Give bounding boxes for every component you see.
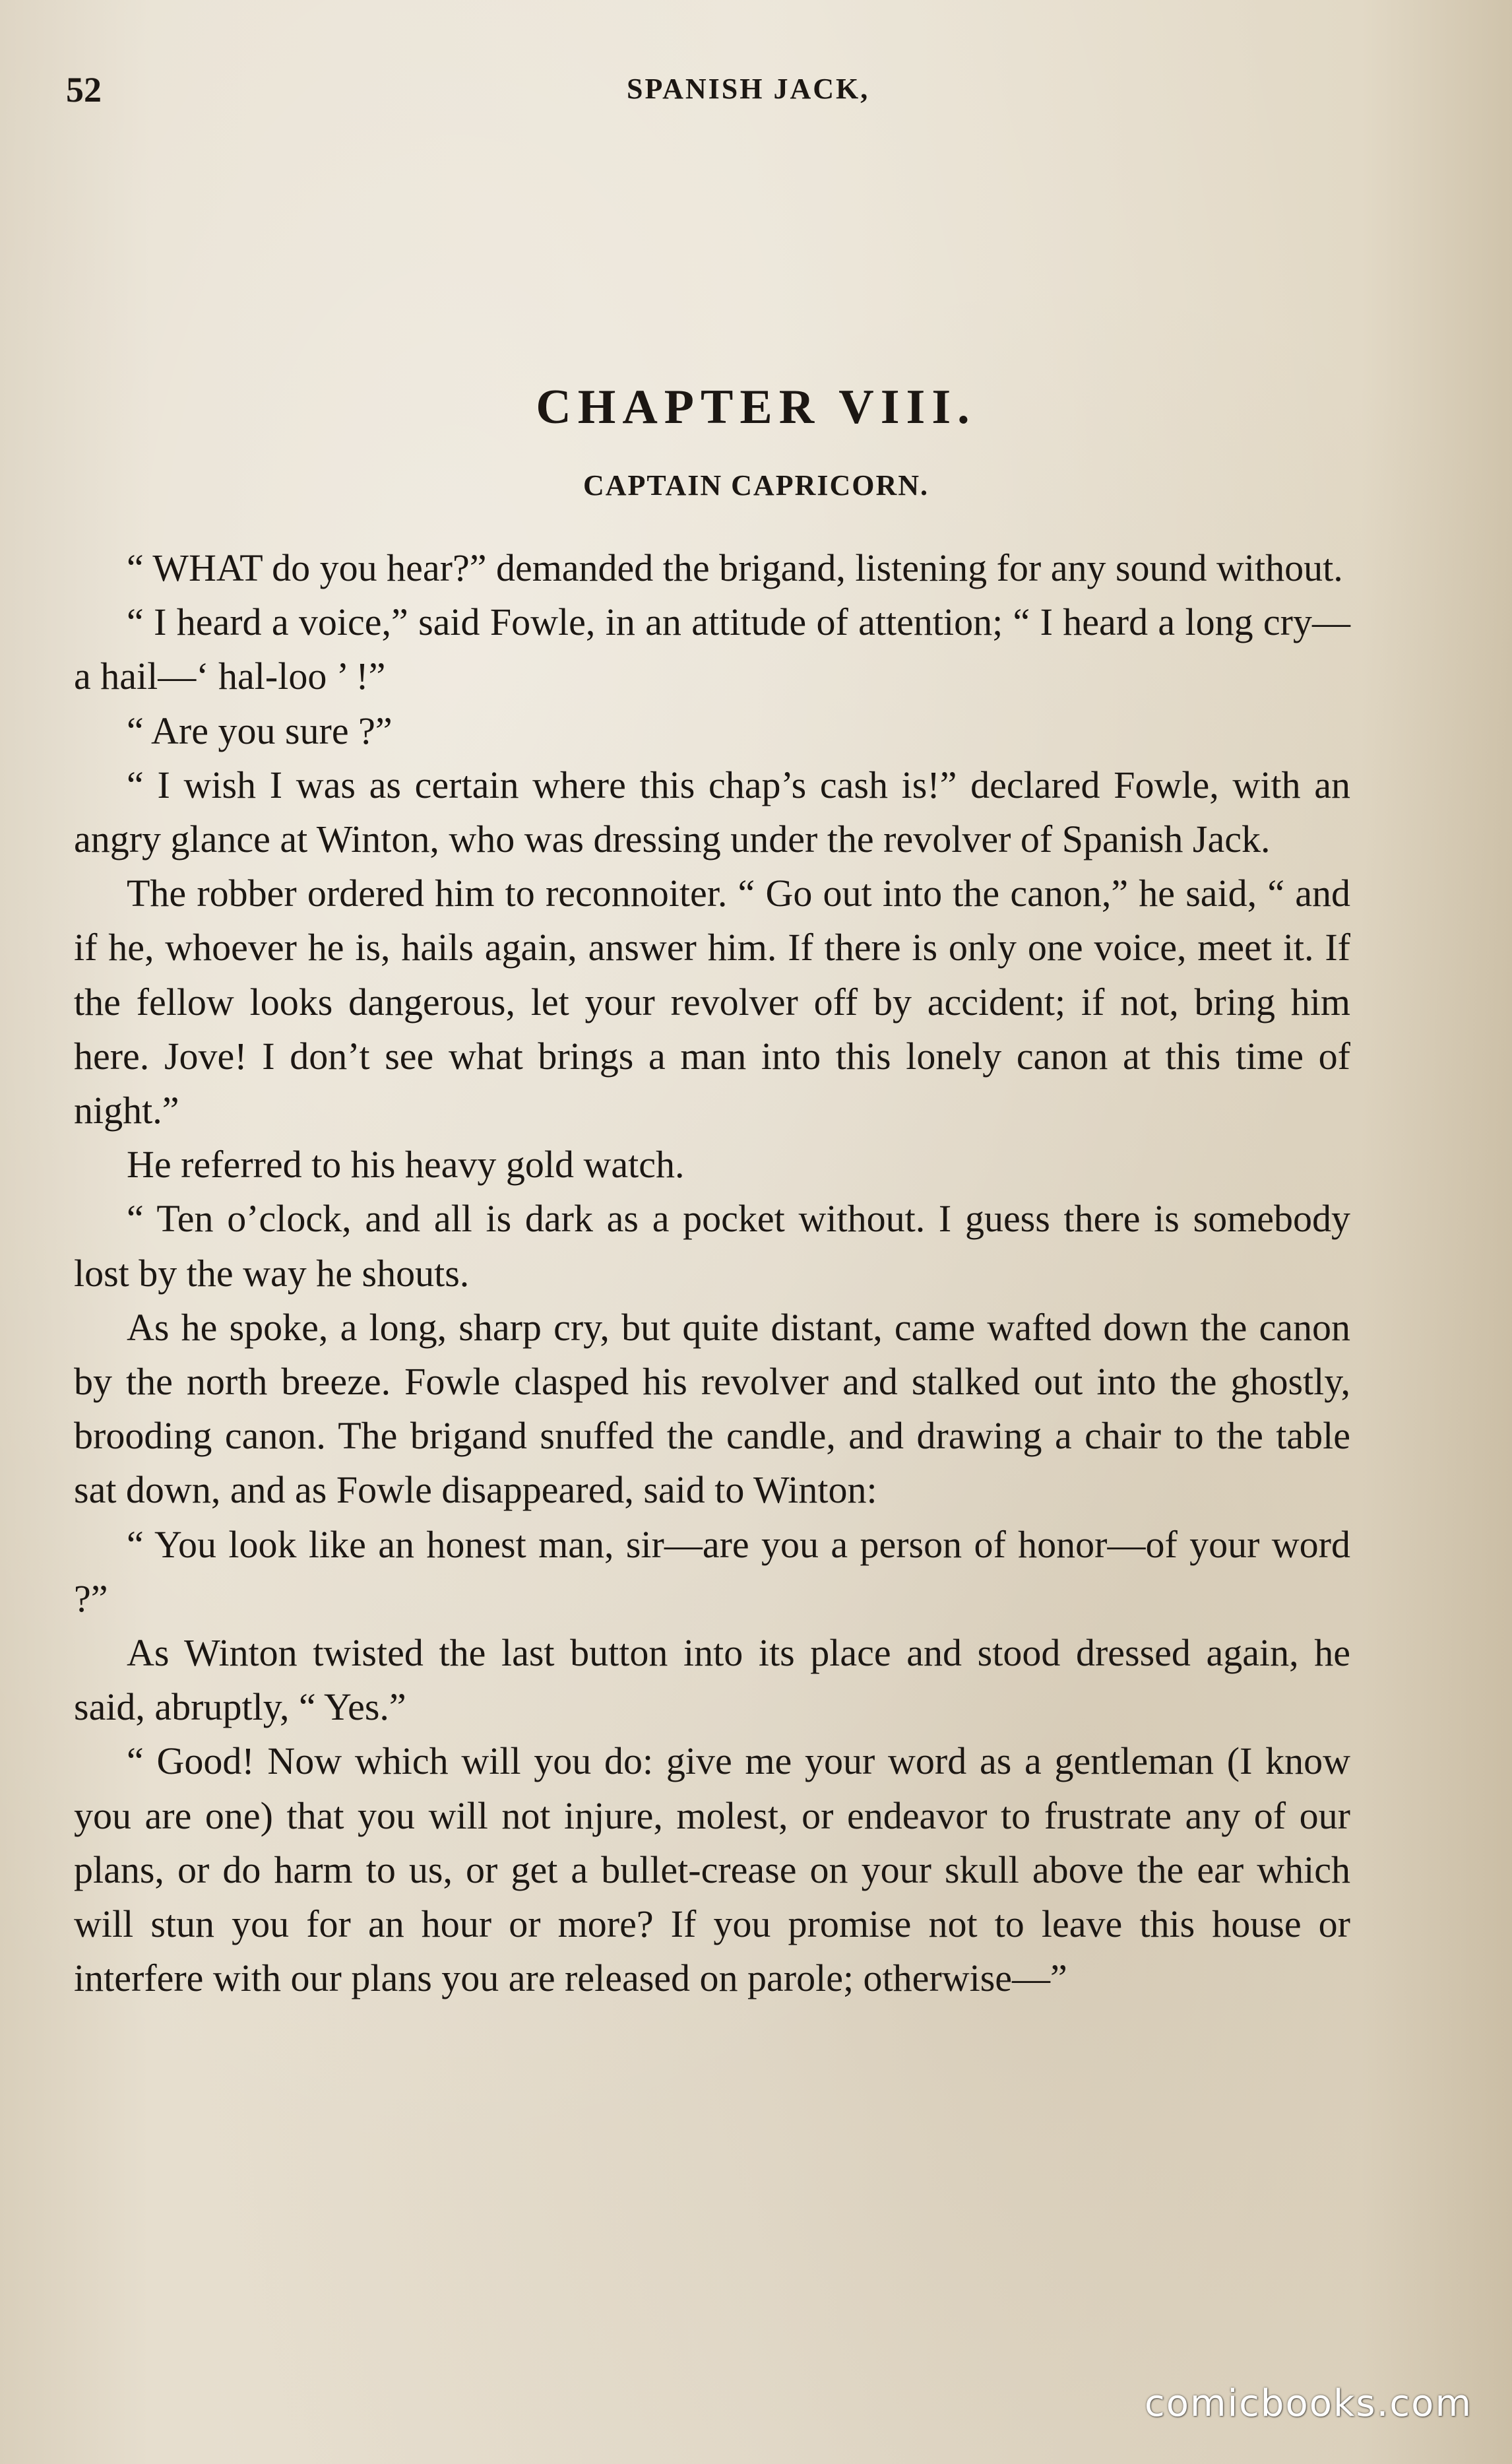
paragraph: “ I wish I was as certain where this chap’s cash is!” declared Fowle, with an angry glance at Winton, who was dressing under the revolver of Spanish Jack. (74, 763, 1350, 861)
paragraph: The robber ordered him to reconnoiter. “ Go out into the canon,” he said, “ and if he, whoever he is, hails again, answer him. If there is only one voice, meet it. If the fellow looks dangerous, let your revolver off by accident; if not, bring him here. Jove! I don’t see what brings a man into this lonely canon at this time of night.” (74, 872, 1350, 1132)
paragraph: “ I heard a voice,” said Fowle, in an attitude of attention; “ I heard a long cry—a hail—‘ hal-loo ’ !” (74, 600, 1350, 698)
paragraph: “ You look like an honest man, sir—are you a person of honor—of your word ?” (74, 1522, 1350, 1620)
page-number: 52 (66, 70, 102, 110)
paragraph: “ WHAT do you hear?” demanded the brigand, listening for any sound without. (127, 546, 1343, 589)
paragraph: As Winton twisted the last button into its place and stood dressed again, he said, abruptly, “ Yes.” (74, 1631, 1350, 1729)
paragraph: “ Ten o’clock, and all is dark as a pocket without. I guess there is somebody lost by the way he shouts. (74, 1197, 1350, 1295)
chapter-title: CHAPTER VIII. (536, 380, 976, 434)
page-header (66, 69, 1359, 122)
running-head: SPANISH JACK, (627, 73, 870, 105)
paragraph: He referred to his heavy gold watch. (127, 1143, 685, 1186)
chapter-subtitle: CAPTAIN CAPRICORN. (583, 469, 929, 502)
paragraph: “ Good! Now which will you do: give me your word as a gentleman (I know you are one) that you will not injure, molest, or endeavor to frustrate any of our plans, or do harm to us, or get a bullet-crease on your skull above the ear which will stun you for an hour or more? If you promise not to leave this house or interfere with our plans you are released on parole; otherwise—” (74, 1739, 1350, 2000)
paragraph: “ Are you sure ?” (127, 709, 393, 752)
watermark: comicbooks.com (1144, 2382, 1472, 2425)
body-text (74, 541, 1350, 2005)
paragraph: As he spoke, a long, sharp cry, but quite distant, came wafted down the canon by the north breeze. Fowle clasped his revolver and stalked out into the ghostly, brooding canon. The brigand snuffed the candle, and drawing a chair to the table sat down, and as Fowle disappeared, said to Winton: (74, 1305, 1350, 1512)
